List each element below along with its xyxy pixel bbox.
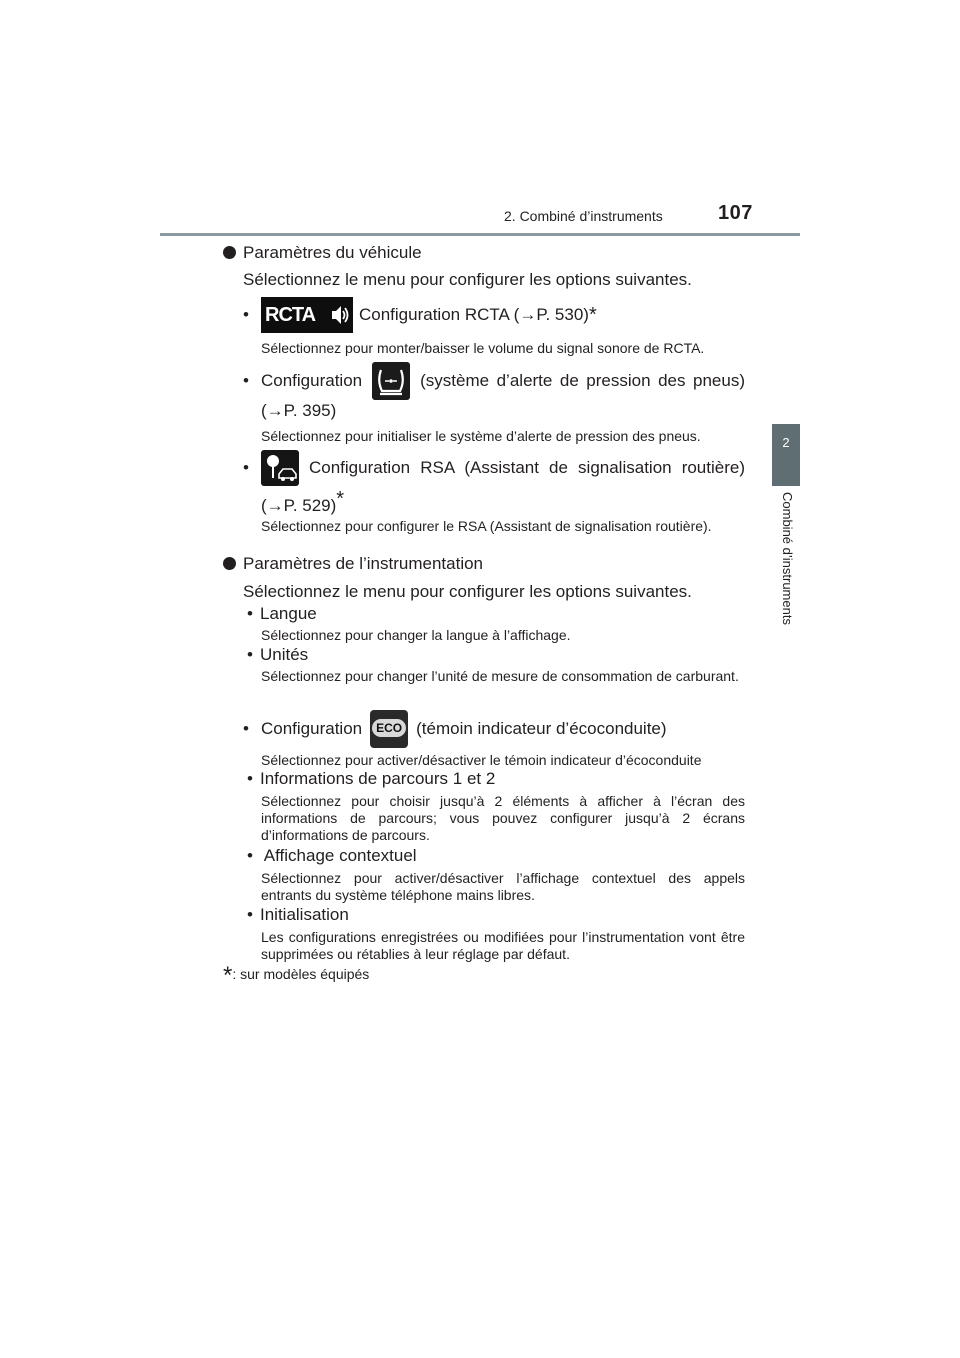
instrument-intro: Sélectionnez le menu pour configurer les options suivantes.	[243, 582, 692, 601]
rcta-desc: Sélectionnez pour monter/baisser le volume du signal sonore de RCTA.	[261, 340, 705, 356]
arrow-icon: →	[519, 305, 537, 324]
eco-icon-text: ECO	[372, 719, 406, 737]
rsa-page-ref: P. 529)	[283, 496, 337, 515]
rcta-speaker-icon	[261, 297, 353, 333]
item-desc: Sélectionnez pour activer/désactiver l’affichage contextuel des appels entrants du système téléphone mains libres.	[261, 870, 745, 903]
list-item	[247, 845, 417, 867]
bullet: •	[243, 458, 249, 477]
eco-indicator-icon	[370, 710, 408, 748]
header-rule	[160, 233, 800, 236]
page-number: 107	[718, 202, 753, 224]
item-label: Informations de parcours 1 et 2	[260, 769, 496, 788]
bullet: •	[243, 371, 249, 390]
bullet: •	[247, 645, 253, 664]
section-title: 2. Combiné d’instruments	[504, 208, 663, 224]
rsa-label: Configuration RSA (Assistant de signalisation routière)	[309, 458, 745, 477]
rsa-ref-line: (→P. 529)*	[261, 488, 345, 515]
list-item	[247, 644, 308, 666]
vehicle-settings-heading	[223, 242, 422, 264]
list-item	[247, 904, 349, 926]
item-label: Langue	[260, 604, 317, 623]
rcta-item	[243, 296, 597, 334]
chapter-side-label	[768, 492, 804, 642]
bullet: •	[247, 905, 253, 924]
instrument-settings-heading	[223, 553, 483, 575]
item-label-after: (témoin indicateur d’écoconduite)	[416, 719, 667, 738]
item-desc: Sélectionnez pour changer l’unité de mesure de consommation de carburant.	[261, 668, 739, 684]
chapter-side-label-text: Combiné d’instruments	[780, 492, 795, 625]
bullet: •	[247, 769, 253, 788]
list-item	[247, 603, 317, 625]
footnote	[223, 962, 370, 989]
arrow-icon: →	[266, 496, 284, 515]
item-label-before: Configuration	[261, 719, 363, 738]
asterisk-icon: *	[336, 488, 345, 510]
item-label: Unités	[260, 645, 309, 664]
tire-pressure-icon	[372, 362, 410, 400]
tpms-label-before: Configuration	[261, 371, 363, 390]
chapter-tab: 2	[772, 424, 800, 486]
asterisk-icon: *	[223, 962, 233, 989]
bullet: •	[247, 846, 253, 865]
bullet: •	[243, 719, 249, 738]
rcta-page-ref: P. 530)	[536, 305, 589, 324]
item-desc: Sélectionnez pour changer la langue à l’affichage.	[261, 627, 571, 643]
rcta-label: Configuration RCTA (	[359, 305, 520, 324]
asterisk-icon: *	[588, 304, 597, 326]
rcta-icon-text: RCTA	[265, 304, 316, 326]
round-bullet-icon	[223, 557, 236, 570]
bullet: •	[247, 604, 253, 623]
footnote-text: : sur modèles équipés	[232, 966, 370, 982]
item-desc: Sélectionnez pour choisir jusqu’à 2 éléments à afficher à l’écran des informations de parcours; vous pouvez configurer jusqu’à 2 écrans d’informations de parcours.	[261, 793, 745, 843]
item-label: Affichage contextuel	[260, 846, 417, 865]
tpms-label-after: (système d’alerte de pression des pneus)	[420, 371, 745, 390]
vehicle-settings-title: Paramètres du véhicule	[243, 243, 422, 262]
list-item	[243, 710, 667, 748]
bullet: •	[243, 305, 249, 324]
rsa-item	[243, 450, 745, 486]
item-label: Initialisation	[260, 905, 349, 924]
road-sign-assist-icon	[261, 450, 299, 486]
instrument-settings-title: Paramètres de l’instrumentation	[243, 554, 484, 573]
tpms-item	[243, 362, 745, 400]
arrow-icon: →	[266, 401, 284, 420]
tpms-page-ref: P. 395)	[283, 401, 337, 420]
tpms-desc: Sélectionnez pour initialiser le système d’alerte de pression des pneus.	[261, 428, 701, 444]
list-item	[247, 768, 495, 790]
item-desc: Les configurations enregistrées ou modifiées pour l’instrumentation vont être supprimées ou rétablies à leur réglage par défaut.	[261, 929, 745, 962]
vehicle-intro: Sélectionnez le menu pour configurer les options suivantes.	[243, 270, 692, 289]
item-desc: Sélectionnez pour activer/désactiver le témoin indicateur d’écoconduite	[261, 752, 702, 768]
rsa-desc: Sélectionnez pour configurer le RSA (Assistant de signalisation routière).	[261, 518, 712, 534]
round-bullet-icon	[223, 246, 236, 259]
tpms-ref-line: (→P. 395)	[261, 401, 337, 420]
